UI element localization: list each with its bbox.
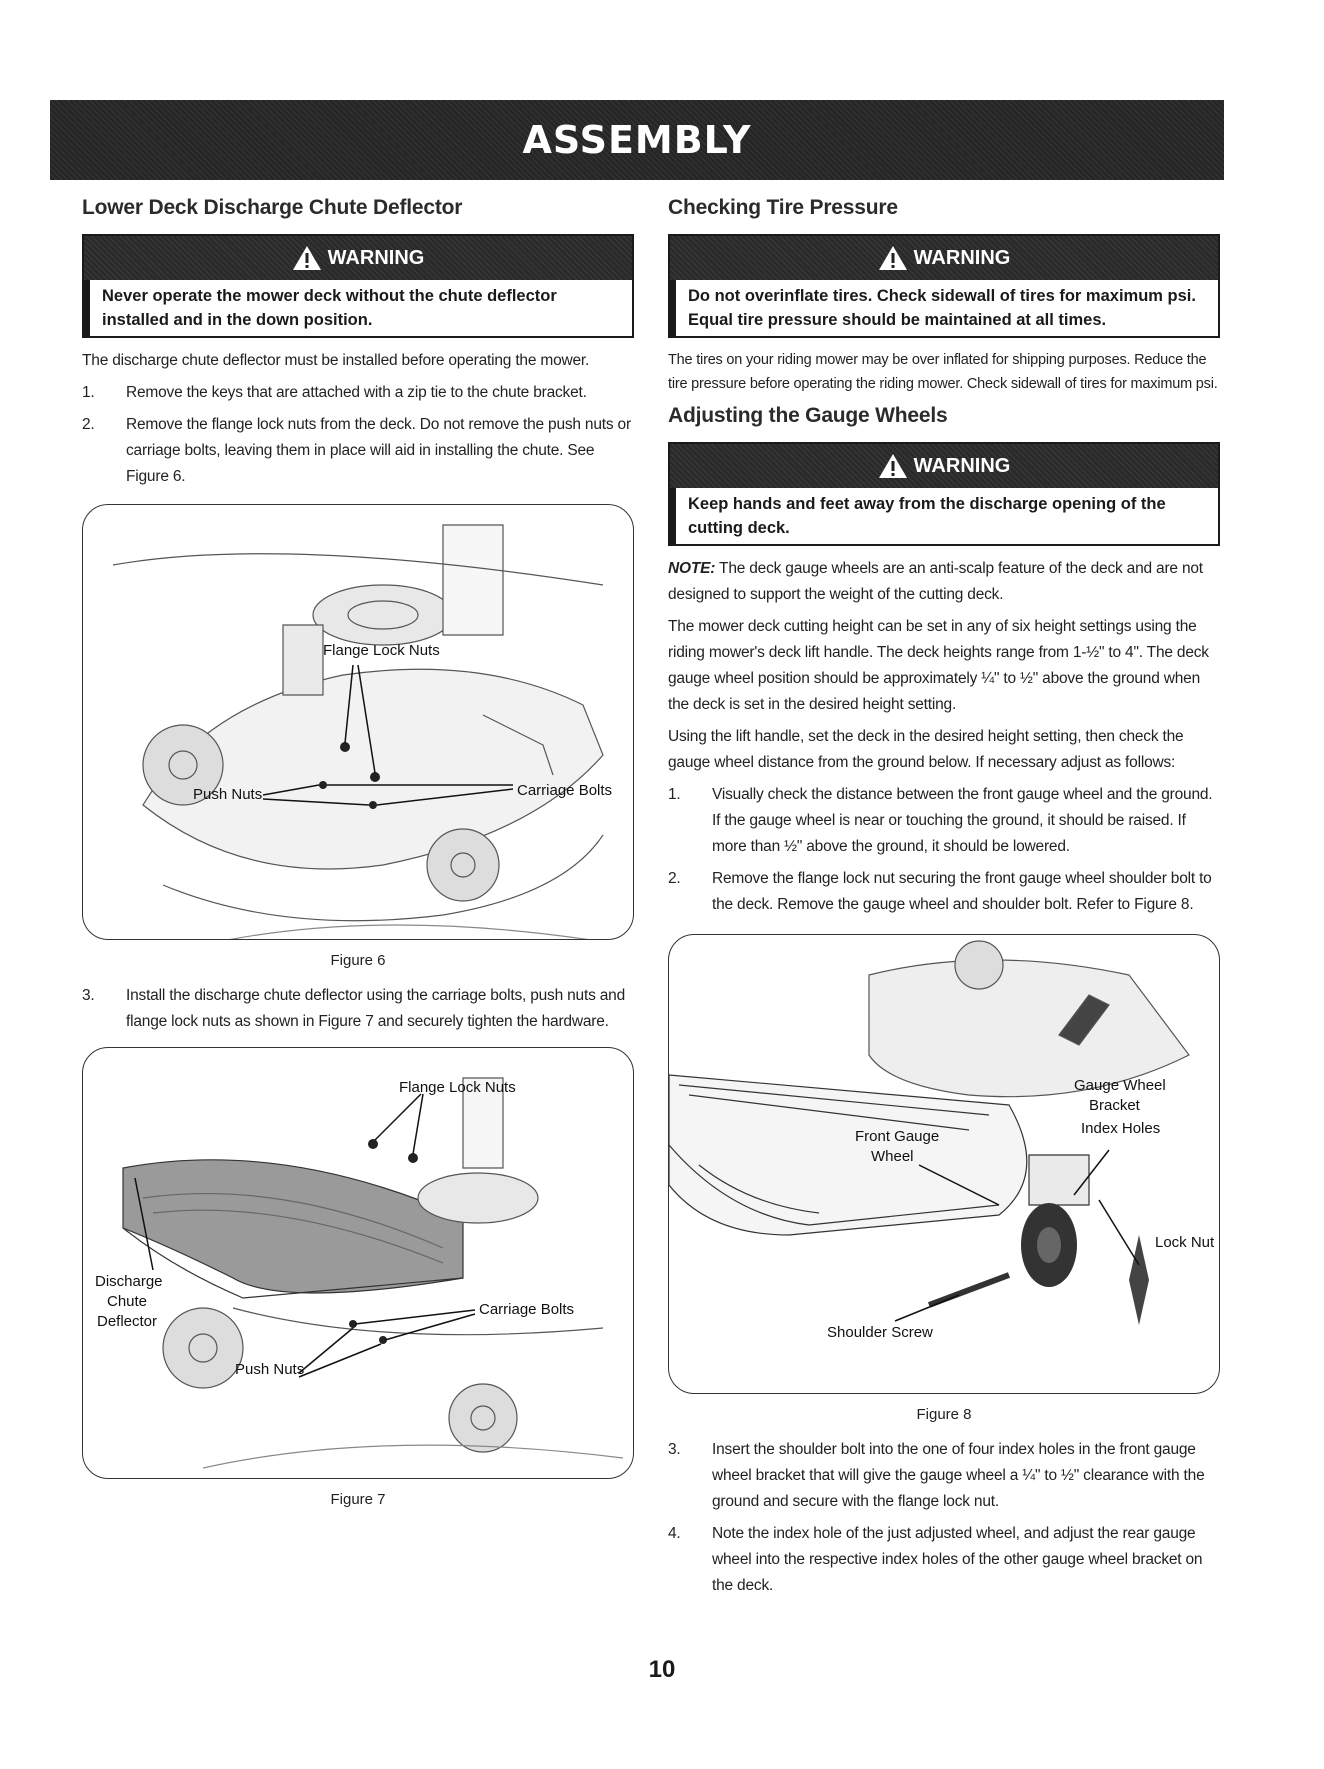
label-discharge: Discharge	[95, 1273, 163, 1290]
warning-label: WARNING	[327, 246, 425, 269]
tire-text: The tires on your riding mower may be over inflated for shipping purposes. Reduce the tire pressure before operating the riding mower. Check sidewall of tires for maximum psi.	[668, 352, 1218, 392]
step-number: 2.	[82, 416, 95, 433]
warning-header	[84, 236, 632, 280]
figure-8-illustration	[669, 935, 1220, 1393]
warning-box-hands	[668, 442, 1220, 546]
list-item	[82, 983, 634, 1035]
warning-header	[670, 236, 1218, 280]
label-bracket: Bracket	[1089, 1097, 1140, 1114]
step-number: 3.	[668, 1441, 681, 1458]
figure-7	[82, 1047, 634, 1479]
label-flange-lock-nuts: Flange Lock Nuts	[399, 1079, 516, 1096]
step-number: 4.	[668, 1525, 681, 1542]
height-paragraph: The mower deck cutting height can be set in any of six height settings using the riding mower's deck lift handle. The deck heights range from 1-½" to 4". The deck gauge wheel position should be approximately ¼" to ½" above the ground when the deck is set in the desired height setting.	[668, 618, 1209, 713]
label-carriage-bolts: Carriage Bolts	[479, 1301, 575, 1318]
step-number: 1.	[82, 384, 95, 401]
label-deflector: Deflector	[97, 1313, 158, 1330]
step-number: 3.	[82, 987, 95, 1004]
step-text: Note the index hole of the just adjusted wheel, and adjust the rear gauge wheel into the respective index holes of the other gauge wheel bracket on the deck.	[712, 1525, 1203, 1594]
section-heading-chute-deflector: Lower Deck Discharge Chute Deflector	[82, 196, 463, 219]
label-carriage-bolts: Carriage Bolts	[517, 782, 613, 799]
warning-box-chute	[82, 234, 634, 338]
section-heading-gauge-wheels: Adjusting the Gauge Wheels	[668, 404, 948, 427]
figure-8	[668, 934, 1220, 1394]
lift-paragraph: Using the lift handle, set the deck in the desired height setting, then check the gauge wheel distance from the ground below. If necessary adjust as follows:	[668, 728, 1184, 771]
label-wheel: Wheel	[871, 1148, 914, 1165]
warning-triangle-icon	[878, 453, 908, 479]
warning-triangle-icon	[878, 245, 908, 271]
label-index-holes: Index Holes	[1081, 1120, 1161, 1137]
step-text: Remove the keys that are attached with a zip tie to the chute bracket.	[126, 384, 587, 401]
intro-text: The discharge chute deflector must be installed before operating the mower.	[82, 352, 590, 369]
list-item	[82, 380, 634, 406]
figure-8-caption: Figure 8	[916, 1406, 972, 1423]
note-paragraph	[668, 556, 1220, 608]
assembly-banner	[50, 100, 1224, 180]
warning-text: Keep hands and feet away from the discharge opening of the cutting deck.	[670, 488, 1218, 544]
step-text: Insert the shoulder bolt into the one of four index holes in the front gauge wheel bracket that will give the gauge wheel a ¼" to ½" clearance with the ground and secure with the flange lock nut.	[712, 1441, 1205, 1510]
label-gauge-wheel: Gauge Wheel	[1074, 1077, 1166, 1094]
label-shoulder-screw: Shoulder Screw	[827, 1324, 933, 1341]
warning-triangle-icon	[292, 245, 322, 271]
page-number: 10	[648, 1656, 676, 1683]
warning-label: WARNING	[913, 246, 1011, 269]
banner-title: ASSEMBLY	[522, 118, 752, 162]
label-push-nuts: Push Nuts	[193, 786, 263, 803]
step-text: Remove the flange lock nuts from the deck. Do not remove the push nuts or carriage bolts, leaving them in place will aid in installing the chute. See Figure 6.	[126, 416, 631, 485]
figure-7-caption: Figure 7	[330, 1491, 386, 1508]
note-label: NOTE:	[668, 560, 716, 577]
right-column	[668, 196, 1220, 1605]
list-item	[668, 782, 1220, 860]
figure-6-caption: Figure 6	[330, 952, 386, 969]
figure-6-illustration	[83, 505, 634, 939]
step-number: 2.	[668, 870, 681, 887]
label-chute: Chute	[107, 1293, 148, 1310]
warning-header	[670, 444, 1218, 488]
list-item	[668, 1521, 1220, 1599]
left-column	[82, 196, 634, 1522]
step-text: Remove the flange lock nut securing the front gauge wheel shoulder bolt to the deck. Remove the gauge wheel and shoulder bolt. Refer to Figure 8.	[712, 870, 1212, 913]
warning-text: Do not overinflate tires. Check sidewall of tires for maximum psi. Equal tire pressure should be maintained at all times.	[670, 280, 1218, 336]
figure-6	[82, 504, 634, 940]
step-text: Visually check the distance between the front gauge wheel and the ground. If the gauge wheel is near or touching the ground, it should be raised. If more than ½" above the ground, it should be lowered.	[712, 786, 1213, 855]
list-item	[668, 1437, 1220, 1515]
label-push-nuts: Push Nuts	[235, 1361, 305, 1378]
label-flange-lock-nuts: Flange Lock Nuts	[323, 642, 440, 659]
figure-7-illustration	[83, 1048, 634, 1478]
label-front-gauge: Front Gauge	[855, 1128, 940, 1145]
warning-label: WARNING	[913, 454, 1011, 477]
section-heading-tire-pressure: Checking Tire Pressure	[668, 196, 898, 219]
list-item	[668, 866, 1220, 918]
step-text: Install the discharge chute deflector using the carriage bolts, push nuts and flange lock nuts as shown in Figure 7 and securely tighten the hardware.	[126, 987, 625, 1030]
label-lock-nut: Lock Nut	[1155, 1234, 1215, 1251]
warning-text: Never operate the mower deck without the chute deflector installed and in the down position.	[84, 280, 632, 336]
warning-box-tires	[668, 234, 1220, 338]
step-number: 1.	[668, 786, 681, 803]
note-text: The deck gauge wheels are an anti-scalp feature of the deck and are not designed to support the weight of the cutting deck.	[668, 560, 1203, 603]
list-item	[82, 412, 634, 490]
